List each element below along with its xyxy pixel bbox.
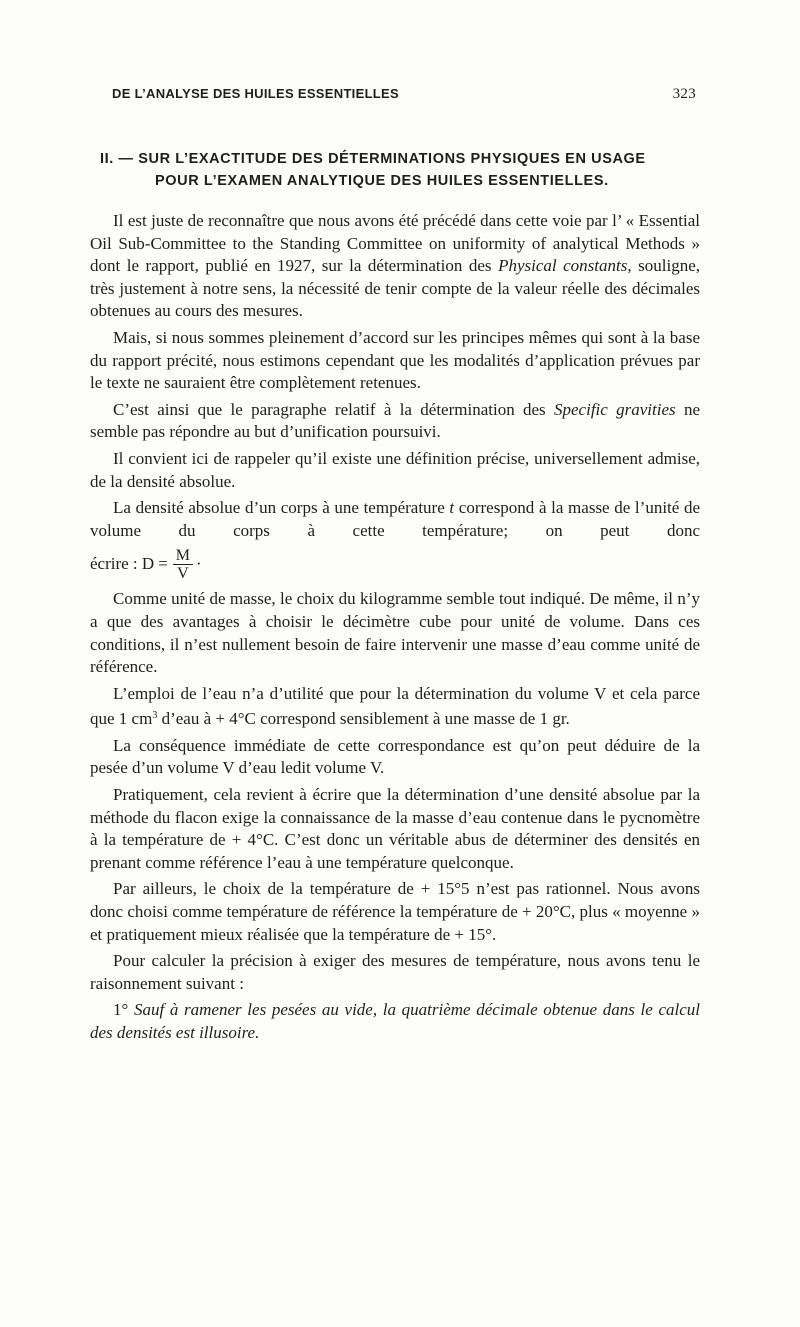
paragraph-text: d’eau à + 4°C correspond sensiblement à une masse de 1 gr. (157, 709, 570, 729)
formula-equals: = (158, 554, 168, 574)
italic-term: Physical constants (498, 256, 628, 276)
paragraph (90, 210, 700, 323)
paragraph: La conséquence immédiate de cette correspondance est qu’on peut déduire de la pesée d’un volume V d’eau ledit volume V. (90, 735, 700, 778)
italic-statement: Sauf à ramener les pesées au vide, la quatrième décimale obtenue dans le calcul des densités est illusoire. (90, 1000, 701, 1042)
body-text (90, 210, 700, 1049)
formula-prefix: écrire : D (90, 554, 155, 574)
fraction (173, 547, 193, 582)
paragraph (90, 399, 700, 444)
paragraph-text: Il est juste de reconnaître que nous avons été précédé dans cette voie par l’ « Essential Oil Sub-Committee to the Standing Committee on uniformity of analytical Methods » dont le rapport, publié en 1927, sur la détermination des (90, 211, 700, 276)
fraction-numerator: M (175, 546, 191, 564)
paragraph-text: L’emploi de l’eau n’a d’utilité que pour la détermination du volume V et cela parce que 1 cm (90, 683, 700, 729)
running-header (112, 86, 696, 103)
running-title: DE L’ANALYSE DES HUILES ESSENTIELLES (112, 86, 399, 101)
paragraph (90, 497, 700, 542)
paragraph-text: ne semble pas répondre au but d’unification poursuivi. (90, 399, 700, 442)
paragraph-text: C’est ainsi que le paragraphe relatif à la détermination des (113, 399, 554, 419)
paragraph-text: La densité absolue d’un corps à une température (113, 498, 450, 518)
page-number: 323 (672, 86, 696, 102)
superscript: 3 (152, 710, 158, 722)
paragraph (90, 683, 700, 731)
paragraph: Comme unité de masse, le choix du kilogramme semble tout indiqué. De même, il n’y a que des avantages à choisir le décimètre cube pour unité de volume. Dans ces conditions, il n’est nullement besoin de faire intervenir une masse d’eau comme unité de référence. (90, 589, 700, 677)
paragraph-text: correspond à la masse de l’unité de volume du corps à cette température; on peut donc (90, 498, 700, 540)
list-number: 1° (113, 1000, 129, 1020)
section-title-line-2: POUR L’EXAMEN ANALYTIQUE DES HUILES ESSENTIELLES. (155, 173, 609, 189)
paragraph: Mais, si nous sommes pleinement d’accord sur les principes mêmes qui sont à la base du rapport précité, nous estimons cependant que les modalités d’application prévues par le texte ne sauraient être complètement retenues. (90, 327, 700, 393)
paragraph: Par ailleurs, le choix de la température de + 15°5 n’est pas rationnel. Nous avons donc choisi comme température de référence la température de + 20°C, plus « moyenne » et pratiquement mieux réalisée que la température de + 15°. (90, 879, 700, 944)
fraction-denominator: V (177, 564, 189, 582)
section-title-line-1: II. — SUR L’EXACTITUDE DES DÉTERMINATIONS PHYSIQUES EN USAGE (100, 151, 646, 167)
paragraph: Il convient ici de rappeler qu’il existe une définition précise, universellement admise, de la densité absolue. (90, 448, 700, 491)
paragraph-text: , souligne, très justement à notre sens, la nécessité de tenir compte de la valeur réelle des décimales obtenues au cours des mesures. (90, 256, 700, 321)
section-title (100, 148, 700, 192)
paragraph (90, 999, 700, 1044)
italic-term: Specific gravities (554, 399, 676, 419)
italic-variable: t (449, 498, 455, 518)
paragraph: Pratiquement, cela revient à écrire que la détermination d’une densité absolue par la méthode du flacon exige la connaissance de la masse d’eau contenue dans le pycnomètre à la température de + 4°C. C’est donc un véritable abus de déterminer des densités en prenant comme référence l’eau à une température quelconque. (90, 785, 700, 872)
paragraph: Pour calculer la précision à exiger des mesures de température, nous avons tenu le raisonnement suivant : (90, 951, 700, 993)
density-formula (90, 544, 700, 584)
formula-suffix: · (196, 554, 202, 574)
